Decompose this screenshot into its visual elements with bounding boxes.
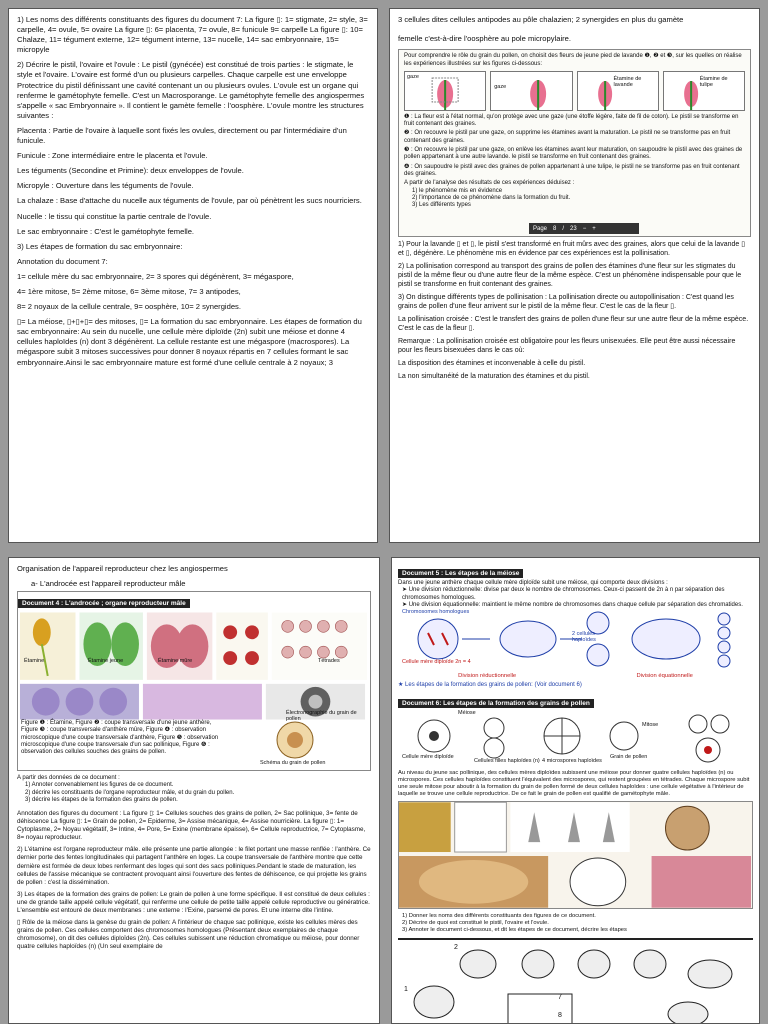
figure-label: 4 microspores haploïdes <box>542 757 602 764</box>
doc-text: Au niveau du jeune sac pollinique, des cellules mères diploïdes subissent une méiose pour donner quatre cellules haploïdes (n) ou microspores. Ces cellules haploïdes constituent l'équivalent des microspores, qui restent groupées en tétrades. Chaque microspore subit une seule mitose pour aboutir à la formation du grain de pollen formé de deux cellules haploïdes : une cellule végétative à l'intérieur de laquelle se trouve une cellule reproductrice. De ce fait le grain de pollen est qualifié de gamétophyte mâle. <box>398 769 750 797</box>
document-title: Document 5 : Les étapes de la méiose <box>398 569 523 578</box>
paragraph: 1= cellule mère du sac embryonnaire, 2= 3 spores qui dégénèrent, 3= mégaspore, <box>17 271 294 281</box>
doc-text: 3) Annoter le document ci-dessous, et dit les étapes de ce document, décrire les étapes <box>402 926 627 933</box>
paragraph: Les téguments (Secondine et Primine): deux enveloppes de l'ovule. <box>17 166 244 176</box>
androcee-illustrations <box>18 610 370 720</box>
paragraph: La non simultanéité de la maturation des étamines et du pistil. <box>398 372 590 380</box>
legend-text: 2) décrire les constituants de l'organe reproducteur mâle, et du grain du pollen. <box>25 789 235 796</box>
paragraph: Placenta : Partie de l'ovaire à laquelle sont fixés les ovules, directement ou par l'intermédiaire d'un funicule. <box>17 125 347 146</box>
doc-text: ➤ Une division réductionnelle: divise par deux le nombre de chromosomes. Ceux-ci passent de 2n à n par séparation des chromosomes homologues. <box>402 587 725 601</box>
experiment-step: ❷ : On recouvre le pistil par une gaze, on supprime les étamines avant la maturation. Le pistil ne se transforme pas en fruit contenant des graines. <box>404 130 731 144</box>
experiment-step: ❸ : On recouvre le pistil par une gaze, on enlève les étamines avant leur maturation, on saupoudre le pistil avec des graines de pollen appartenant à une autre lavande. le pistil se transforme en fruit contenant des graines. <box>404 147 743 161</box>
embryo-sac-cycle <box>398 940 753 1024</box>
legend-text: 1) Annoter convenablement les figures de ce document. <box>25 782 174 789</box>
paragraph: ▯ Rôle de la méiose dans la genèse du grain de pollen: A l'intérieur de chaque sac pollinique, existe les cellules mères des grains de pollen. Ces cellules comportent des chromosomes homologues (Présentant deux exemplaires de chaque chromosome), on dit des cellules diploïdes (2n). Ces cellules subissent une réduction chromatique ou méiose, pour donner quatre cellules haploïdes (n) (Un seul exemplaire de <box>17 918 360 950</box>
pistil-figure <box>398 801 753 909</box>
section-note: ★ Les étapes de la formation des grains de pollen: (Voir document 6) <box>398 682 582 689</box>
document-title: Document 6: Les étapes de la formation des grains de pollen <box>398 699 594 708</box>
figure-label: Étamine mûre <box>158 658 193 664</box>
legend-text: Figure ❶ : Étamine, Figure ❷ : coupe transversale d'une jeune anthère, Figure ❸ : coupe transversale d'anthère mûre, Figure ❹ : observation microscopique d'une coupe transversale d'anthère, Figure ❺ : observation microscopique d'une coupe transversale d'un sac pollinique, Figure ❻ : observation des cellules souches des grains de pollen. <box>21 720 219 756</box>
figure-label: Méiose <box>458 709 476 716</box>
paragraph: 3) Les étapes de la formation des grains de pollen: Le grain de pollen à une forme spécifique. Il est constitué de deux cellules : une de grande taille appelé cellule végétatif, qui renferme une cellule de petite taille appelé cellule reproductive ou génératrice. L'ensemble est entouré de deux membranes : une externe : l'Exine, parsemé de pores. Et une interne dite l'intine. <box>17 890 370 914</box>
paragraph: femelle c'est-à-dire l'oosphère au pole micropylaire. <box>398 34 571 44</box>
paragraph: 1) Pour la lavande ▯ et ▯, le pistil s'est transformé en fruit mûrs avec des graines, alors que celui de la lavande ▯ et ▯, dégénère. Le phénomène mis en évidence par ces expériences est la pollinisation. <box>398 241 746 258</box>
page-label: Page <box>533 225 548 232</box>
figure-label: Cellule mère diploïde 2n = 4 <box>402 659 471 666</box>
paragraph: La chalaze : Base d'attache du nucelle aux téguments de l'ovule, par où pénètrent les sucs nourriciers. <box>17 196 362 206</box>
document-page-4 <box>391 557 760 1024</box>
figure-label: Étamine jeune <box>88 658 124 664</box>
paragraph: Nucelle : le tissu qui constitue la partie centrale de l'ovule. <box>17 211 212 221</box>
figure-label: Cellules filles haploïdes (n) <box>474 757 540 764</box>
flower-panel <box>577 71 659 111</box>
paragraph: Le sac embryonnaire : C'est le gamétophyte femelle. <box>17 226 195 236</box>
division-labels <box>398 673 753 679</box>
figure-legend <box>21 720 221 757</box>
paragraph: 4= 1ère mitose, 5= 2ème mitose, 6= 3ème mitose, 7= 3 antipodes, <box>17 286 241 296</box>
paragraph: 3) On distingue différents types de pollinisation : La pollinisation directe ou autopollinisation : C'est quand les grains de pollen d'une fleur arrivent sur le pistil de la même fleur. C'est le cas de la fleur ▯. <box>398 293 734 310</box>
zoom-out-button[interactable]: − <box>582 225 587 232</box>
cycle-number: 1 <box>404 986 408 993</box>
question: 3) Les différents types <box>412 202 471 209</box>
pollen-formation-diagram <box>398 710 753 766</box>
cycle-number: 8 <box>558 1012 562 1019</box>
page-total: 23 <box>570 225 577 232</box>
flower-panels <box>404 71 745 111</box>
document-page-2 <box>389 8 760 543</box>
document-page-3 <box>8 557 380 1024</box>
flower-panel <box>404 71 486 111</box>
question: 2) l'importance de ce phénomène dans la formation du fruit. <box>412 194 571 201</box>
doc-text: 2) Décrire de quoi est constitué le pistil, l'ovaire et l'ovule. <box>402 919 549 926</box>
paragraph: Remarque : La pollinisation croisée est obligatoire pour les fleurs unisexuées. Elle peut être aussi nécessaire pour les fleurs bisexuées dans le cas où: <box>398 337 736 354</box>
figure-label: Étamine <box>24 658 45 664</box>
pistil-illustrations <box>399 802 752 908</box>
cycle-number: 2 <box>454 944 458 951</box>
paragraph: La disposition des étamines et inconvenable à celle du pistil. <box>398 359 586 367</box>
page-heading: Organisation de l'appareil reproducteur chez les angiospermes <box>17 564 228 573</box>
paragraph: La pollinisation croisée : C'est le transfert des grains de pollen d'une fleur sur une autre fleur de la même espèce. C'est le cas de la fleur ▯. <box>398 315 749 332</box>
zoom-in-button[interactable]: + <box>592 225 596 232</box>
figure-label: Tétrades <box>318 658 340 664</box>
experiment-step: ❶ : La fleur est à l'état normal, qu'on protège avec une gaze (une étoffe légère, faite de fil de coton). Le pistil se transforme en fruit contenant des graines. <box>404 113 739 128</box>
pollen-schema <box>230 720 360 768</box>
figure-label: Chromosomes homologues <box>402 609 470 616</box>
meiosis-diagram <box>398 609 753 669</box>
paragraph: 8= 2 noyaux de la cellule centrale, 9= oosphère, 10= 2 synergides. <box>17 302 241 312</box>
page-number[interactable]: 8 <box>553 225 557 232</box>
paragraph: 3 cellules dites cellules antipodes au pôle chalazien; 2 synergides en plus du gamète <box>398 15 684 24</box>
figure-label: Cellule mère diploïde <box>402 753 454 760</box>
questions-intro: A partir de l'analyse des résultats de ces expériences déduisez : <box>404 180 575 187</box>
embryo-sac-cycle-diagram <box>398 938 753 1024</box>
figure-label: Électronographie du grain de pollen <box>286 710 357 722</box>
androcee-figure <box>17 591 371 771</box>
paragraph: 2) La pollinisation correspond au transport des grains de pollen des étamines d'une fleur sur les stigmates du pistil de la même fleur ou d'une autre fleur de la même espèce. C'est un phénomène indispensable pour que le pistil se transforme en fruit contenant des graines. <box>398 263 742 288</box>
paragraph: Micropyle : Ouverture dans les téguments de l'ovule. <box>17 181 194 191</box>
figure-label: Schéma du grain de pollen <box>260 760 326 766</box>
legend-text: 3) décrire les étapes de la formation des grains de pollen. <box>25 796 178 803</box>
paragraph: Funicule : Zone intermédiaire entre le placenta et l'ovule. <box>17 151 208 161</box>
figure-label: Étamine de tulipe <box>699 75 728 88</box>
question: 1) le phénomène mis en évidence <box>412 187 503 194</box>
figure-label: Grain de pollen <box>610 753 648 760</box>
paragraph: ▯= La méiose, ▯+▯+▯= des mitoses, ▯= La formation du sac embryonnaire. Les étapes de formation du sac embryonnaire: Au sein du nucelle, une cellule mère diploïde (2n) subit une méiose et donne 4 cellules haploïdes (n) dont 3 dégénèrent. La cellule restante est une mégaspore (macrospores). La mégaspore subit 3 mitoses successives pour donner 8 noyaux répartis en 7 cellules formant le sac embryonnaire.Ainsi le sac embryonnaire mature est formé d'une cellule centrale à 2 noyaux; 3 <box>17 317 362 367</box>
pdf-page-toolbar <box>529 223 639 234</box>
figure-label: 2 cellules haploïdes <box>572 631 596 644</box>
page-separator: / <box>562 225 565 232</box>
flower-icon <box>491 72 571 110</box>
paragraph: Annotation du document 7: <box>17 256 108 266</box>
doc-text: ➤ Une division équationnelle: maintient le même nombre de chromosomes dans chaque cellule par séparation des chromatides. <box>402 601 743 608</box>
experiment-figure <box>398 49 751 237</box>
paragraph: 2) Décrire le pistil, l'ovaire et l'ovule : Le pistil (gynécée) est constitué de trois parties : le stigmate, le style et l'ovaire. L'ovaire est formé d'un ou plusieurs carpelles. Chaque carpelle est une enveloppe Protectrice du pistil définissant une cavité contenant un ou plusieurs ovules. L'ovule est un organe qui renferme le gamétophyte femelle. C'est un Macrosporange. Le gamétophyte femelle des angiospermes s'appelle « sac Embryonnaire ». Il contient le gamète femelle : l'oosphère. L'ovule montre les structures suivantes : <box>17 60 365 120</box>
paragraph: 3) Les étapes de formation du sac embryonnaire: <box>17 241 183 251</box>
paragraph: Annotation des figures du document : La figure ▯: 1= Cellules souches des grains de pollen, 2= Sac pollinique, 3= fente de déhiscence La figure ▯: 1= Grain de pollen, 2= Epiderme, 3= Assise mécanique, 4= Assise nourricière. La figure ▯: 1= Cytoplasme, 2= Noyau végétatif, 3= Intine, 4= Pore, 5= Exine (membrane épaisse), 6= Cellule reproductrice, 7= Cytoplasme, 8= noyau reproducteur. <box>17 810 366 842</box>
figure-label: Mitose <box>642 721 659 728</box>
figure-label: gaze <box>407 73 419 80</box>
figure-label: Division réductionnelle <box>458 673 517 680</box>
pollen-grain-icon <box>230 720 360 760</box>
figure-label: Étamine de lavande <box>613 75 642 88</box>
legend-text: A partir des données de ce document : <box>17 775 120 781</box>
section-heading: a- L'androcée est l'appareil reproducteur mâle <box>31 579 186 588</box>
document-title: Document 4 : L'androcée ; organe reproducteur mâle <box>18 599 190 608</box>
figure-label: Division équationnelle <box>636 673 693 680</box>
doc-text: 1) Donner les noms des différents constituants des figures de ce document. <box>402 912 596 919</box>
experiment-step: ❹ : On saupoudre le pistil avec des graines de pollen appartenant à une tulipe, le pistil ne se transforme pas en fruit contenant des graines. <box>404 163 740 177</box>
flower-panel <box>663 71 745 111</box>
document-page-1 <box>8 8 378 543</box>
figure-label: gaze <box>494 83 507 90</box>
flower-panel <box>490 71 572 111</box>
cycle-number: 7 <box>558 994 562 1001</box>
figure-intro: Pour comprendre le rôle du grain du pollen, on choisit des fleurs de jeune pied de lavande ❶, ❷ et ❸, sur les quelles on réalise les expériences illustrées sur les figures ci-dessous: <box>404 53 742 67</box>
paragraph: 2) L'étamine est l'organe reproducteur mâle. elle présente une partie allongée : le filet portant une masse renflée : l'anthère. Ce dernier porte des fentes longitudinales qui partagent l'anthère en loges. La coupe transversale de l'anthère montre que cette dernière est formée de deux lobes renfermant des loges qui sont des sacs polliniques.Pendant le stade de maturation, les cellules de l'assise mécanique se contractent provoquant ainsi l'ouverture des fentes de déhiscence, ce qui projette les grains de pollen : c'est la dissémination. <box>17 846 371 886</box>
paragraph: 1) Les noms des différents constituants des figures du document 7: La figure ▯: 1= stigmate, 2= style, 3= carpelle, 4= ovule, 5= ovaire La figure ▯: 6= placenta, 7= ovule, 8= funicule 9= carpelle La figure ▯: 10= Chalaze, 11= tégument externe, 12= tégument interne, 13= nucelle, 14= sac embryonnaire, 15= micropyle <box>17 15 368 55</box>
doc-text: Dans une jeune anthère chaque cellule mère diploïde subit une méiose, qui comporte deux divisions : <box>398 580 668 586</box>
